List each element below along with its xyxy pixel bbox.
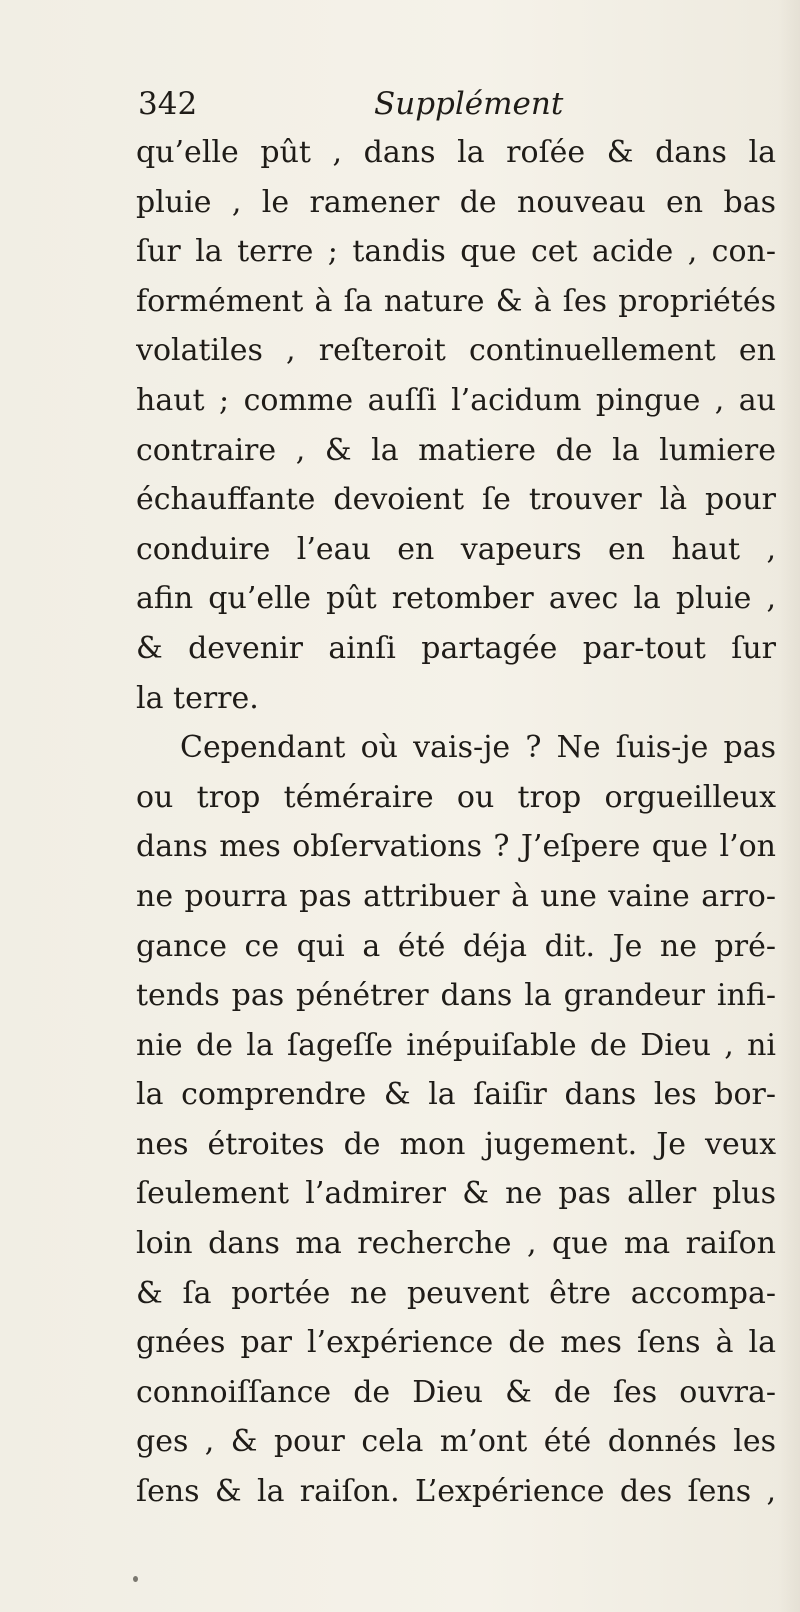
text-line: ne pourra pas attribuer à une vaine arro- [136, 878, 776, 914]
text-line: ſeulement l’admirer & ne pas aller plus [136, 1176, 776, 1212]
text-line: haut ; comme auſſi l’acidum pingue , au [136, 382, 776, 418]
text-line: ſens & la raiſon. L’expérience des ſens , [136, 1474, 776, 1510]
paragraph-end-line: la terre. [136, 680, 259, 716]
running-title: Supplément [374, 86, 564, 122]
text-line: tends pas pénétrer dans la grandeur infi- [136, 978, 776, 1014]
text-line: formément à ſa nature & à ſes propriétés [136, 283, 776, 319]
text-line: gnées par l’expérience de mes ſens à la [136, 1325, 776, 1361]
text-line: ſur la terre ; tandis que cet acide , con- [136, 234, 776, 270]
text-line: pluie , le ramener de nouveau en bas [136, 184, 776, 220]
text-line: échauffante devoient ſe trouver là pour [136, 482, 776, 518]
text-line: qu’elle pût , dans la roſée & dans la [136, 135, 776, 170]
paragraph-start-line: Cependant où vais-je ? Ne ſuis-je pas [180, 730, 776, 766]
page-edge-shadow [778, 0, 800, 1612]
text-line: gance ce qui a été déja dit. Je ne pré- [136, 928, 776, 964]
ink-speck [133, 1576, 138, 1582]
text-line: la comprendre & la ſaiſir dans les bor- [136, 1077, 776, 1113]
text-line: volatiles , reſteroit continuellement en [136, 333, 776, 369]
text-line: loin dans ma recherche , que ma raiſon [136, 1226, 776, 1262]
text-line: & ſa portée ne peuvent être accompa- [136, 1275, 776, 1311]
text-line: nie de la ſageſſe inépuiſable de Dieu , ni [136, 1027, 776, 1063]
page-header [138, 86, 738, 126]
text-line: ou trop téméraire ou trop orgueilleux [136, 779, 776, 815]
text-line: contraire , & la matiere de la lumiere [136, 432, 776, 468]
text-line: connoiſſance de Dieu & de ſes ouvra- [136, 1374, 776, 1410]
text-line: conduire l’eau en vapeurs en haut , [136, 531, 776, 567]
body-text [136, 128, 776, 1517]
text-line: afin qu’elle pût retomber avec la pluie , [136, 581, 776, 617]
page-number: 342 [138, 86, 198, 122]
text-line: nes étroites de mon jugement. Je veux [136, 1126, 776, 1162]
text-line: ges , & pour cela m’ont été donnés les [136, 1424, 776, 1460]
text-line: & devenir ainſi partagée par-tout ſur [136, 630, 776, 666]
text-line: dans mes obſervations ? J’eſpere que l’on [136, 829, 776, 865]
